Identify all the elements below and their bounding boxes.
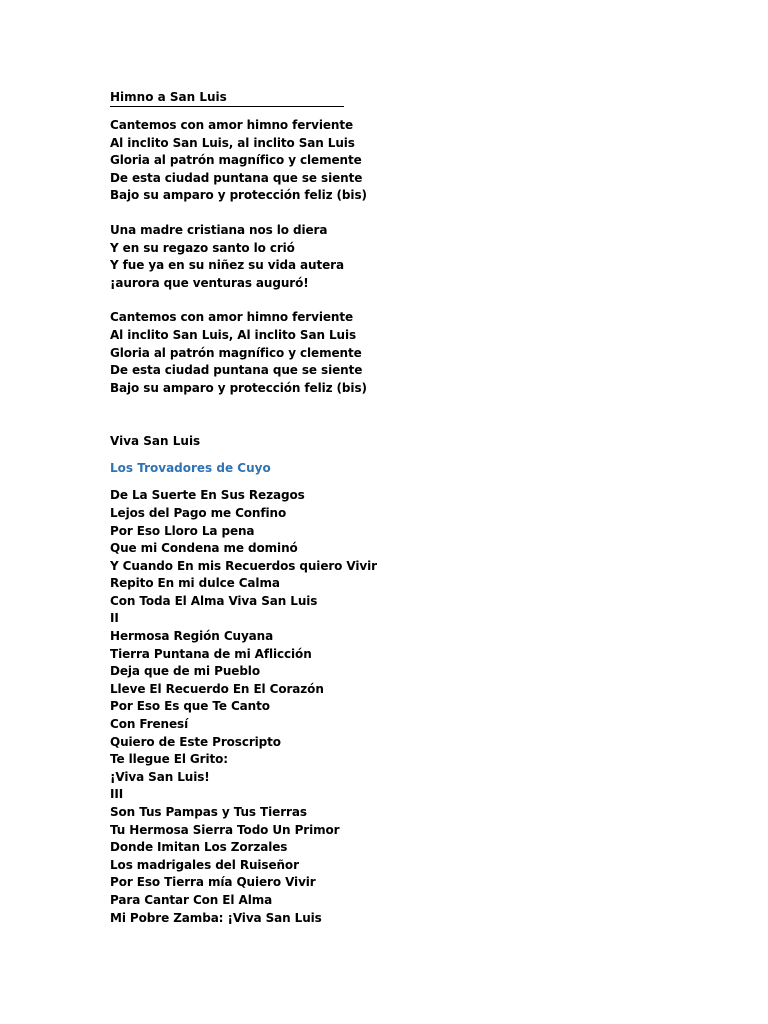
hymn-line: Al inclito San Luis, al inclito San Luis [110, 135, 355, 150]
hymn-line: Cantemos con amor himno ferviente [110, 118, 354, 132]
song-line: Los madrigales del Ruiseñor [110, 857, 299, 872]
hymn-line: Una madre cristiana nos lo diera [110, 222, 328, 237]
song-line: Tu Hermosa Sierra Todo Un Primor [110, 822, 340, 837]
song-line: Por Eso Es que Te Canto [110, 699, 270, 714]
song-line: Tierra Puntana de mi Aflicción [110, 646, 312, 661]
hymn-line: Al inclito San Luis, Al inclito San Luis [110, 327, 357, 342]
song-line: ¡Viva San Luis! [110, 769, 210, 784]
hymn-line: Bajo su amparo y protección feliz (bis) [110, 188, 367, 203]
hymn-line: Y fue ya en su niñez su vida autera [110, 258, 344, 273]
song-line: Mi Pobre Zamba: ¡Viva San Luis [110, 910, 322, 925]
hymn-line: Cantemos con amor himno ferviente [110, 310, 354, 325]
song-line: Con Frenesí [110, 717, 189, 732]
document-page [110, 86, 670, 927]
hymn-line: Bajo su amparo y protección feliz (bis) [110, 380, 367, 395]
song-title: Viva San Luis [110, 434, 201, 449]
hymn-line: Gloria al patrón magnífico y clemente [110, 345, 362, 360]
song-line: Deja que de mi Pueblo [110, 664, 260, 679]
hymn-line: ¡aurora que venturas auguró! [110, 275, 309, 290]
song-line: Te llegue El Grito: [110, 752, 228, 767]
song-line: Que mi Condena me dominó [110, 541, 298, 556]
song-line: Para Cantar Con El Alma [110, 892, 273, 907]
song-line: Quiero de Este Proscripto [110, 734, 281, 749]
section-marker: III [110, 787, 124, 802]
song-line: Son Tus Pampas y Tus Tierras [110, 805, 307, 819]
song-line: Hermosa Región Cuyana [110, 629, 274, 644]
section-marker: II [110, 611, 119, 626]
song-line: Lleve El Recuerdo En El Corazón [110, 681, 324, 696]
song-line: Por Eso Lloro La pena [110, 523, 255, 538]
song-line: Repito En mi dulce Calma [110, 576, 280, 591]
song-line: Con Toda El Alma Viva San Luis [110, 593, 318, 608]
song-line: Donde Imitan Los Zorzales [110, 840, 288, 855]
hymn-stanza-1 [110, 117, 670, 205]
song-line: Y Cuando En mis Recuerdos quiero Vivir [110, 558, 377, 573]
hymn-title: Himno a San Luis [110, 89, 344, 107]
hymn-stanza-2 [110, 222, 670, 292]
song-line: De La Suerte En Sus Rezagos [110, 488, 305, 503]
song-artist: Los Trovadores de Cuyo [110, 461, 271, 476]
song-line: Por Eso Tierra mía Quiero Vivir [110, 875, 316, 890]
hymn-stanza-3 [110, 309, 670, 397]
hymn-line: De esta ciudad puntana que se siente [110, 170, 363, 185]
hymn-line: De esta ciudad puntana que se siente [110, 363, 363, 378]
hymn-line: Gloria al patrón magnífico y clemente [110, 153, 362, 168]
song-lyrics [110, 487, 670, 927]
song-line: Lejos del Pago me Confino [110, 505, 287, 520]
hymn-line: Y en su regazo santo lo crió [110, 240, 295, 255]
